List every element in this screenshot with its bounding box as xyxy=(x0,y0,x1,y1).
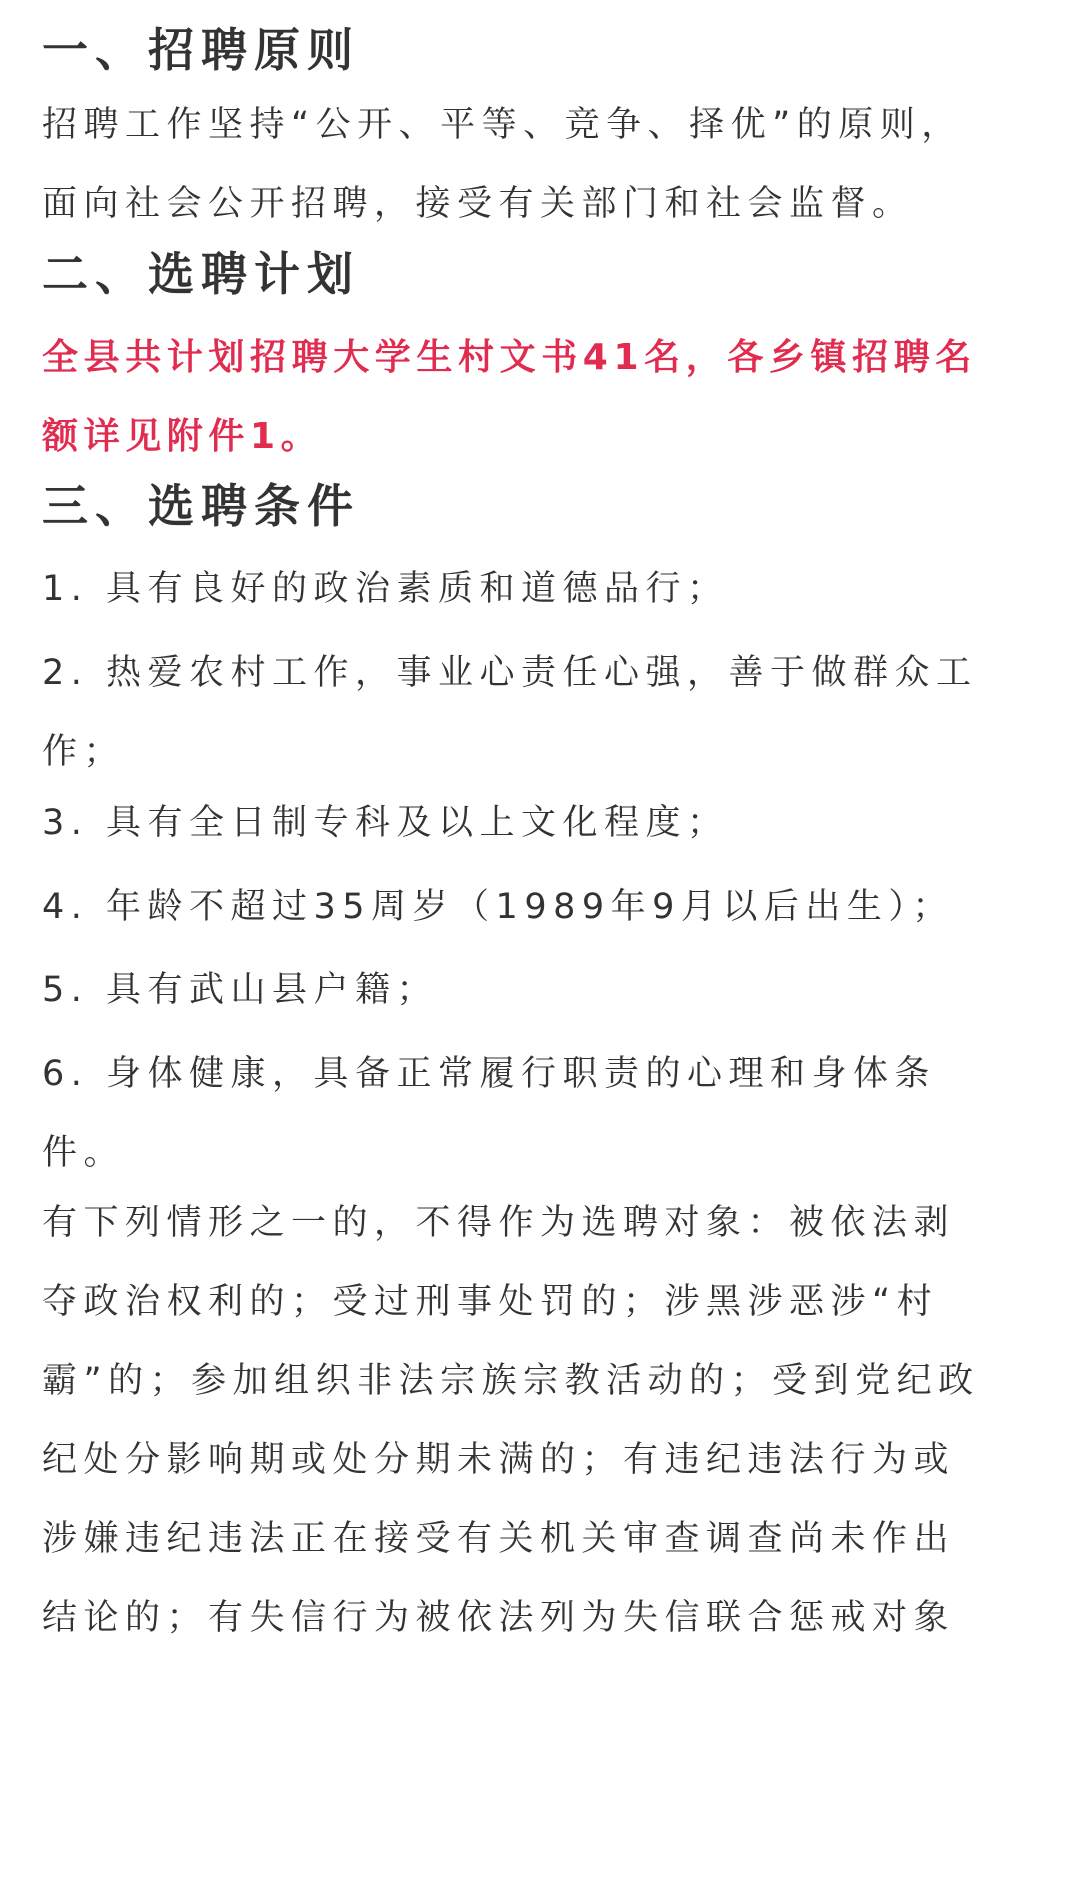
paragraph-line: 作； xyxy=(42,732,126,772)
condition-item-4 xyxy=(42,868,1022,947)
principle-paragraph xyxy=(42,86,1022,244)
paragraph-line: 有下列情形之一的，不得作为选聘对象：被依法剥 xyxy=(42,1203,956,1243)
paragraph-line: 结论的；有失信行为被依法列为失信联合惩戒对象 xyxy=(42,1598,956,1638)
exclusion-paragraph xyxy=(42,1184,1022,1658)
paragraph-line: 3. 具有全日制专科及以上文化程度； xyxy=(42,803,729,843)
paragraph-line: 6. 身体健康，具备正常履行职责的心理和身体条 xyxy=(42,1054,937,1094)
section-title-principle: 一、招聘原则 xyxy=(42,23,360,77)
paragraph-line: 件。 xyxy=(42,1133,126,1173)
section-title-conditions: 三、选聘条件 xyxy=(42,479,360,533)
bottom-fade xyxy=(0,1849,1067,1877)
paragraph-line: 霸”的；参加组织非法宗族宗教活动的；受到党纪政 xyxy=(42,1361,980,1401)
paragraph-line: 夺政治权利的；受过刑事处罚的；涉黑涉恶涉“村 xyxy=(42,1282,939,1322)
condition-item-1 xyxy=(42,550,1022,629)
paragraph-line: 面向社会公开招聘，接受有关部门和社会监督。 xyxy=(42,184,914,224)
paragraph-line: 全县共计划招聘大学生村文书41名，各乡镇招聘名 xyxy=(42,337,977,378)
paragraph-line: 2. 热爱农村工作，事业心责任心强，善于做群众工 xyxy=(42,653,978,693)
paragraph-line: 额详见附件1。 xyxy=(42,416,323,457)
paragraph-line: 涉嫌违纪违法正在接受有关机关审查调查尚未作出 xyxy=(42,1519,956,1559)
paragraph-line: 纪处分影响期或处分期未满的；有违纪违法行为或 xyxy=(42,1440,956,1480)
paragraph-line: 4. 年龄不超过35周岁（1989年9月以后出生）； xyxy=(42,887,954,927)
paragraph-line: 招聘工作坚持“公开、平等、竞争、择优”的原则， xyxy=(42,105,963,145)
condition-item-3 xyxy=(42,784,1022,863)
paragraph-line: 5. 具有武山县户籍； xyxy=(42,970,439,1010)
condition-item-6 xyxy=(42,1035,1022,1193)
condition-item-2 xyxy=(42,634,1022,792)
plan-paragraph xyxy=(42,318,1022,476)
paragraph-line: 1. 具有良好的政治素质和道德品行； xyxy=(42,569,729,609)
condition-item-5 xyxy=(42,951,1022,1030)
section-title-plan: 二、选聘计划 xyxy=(42,247,360,301)
